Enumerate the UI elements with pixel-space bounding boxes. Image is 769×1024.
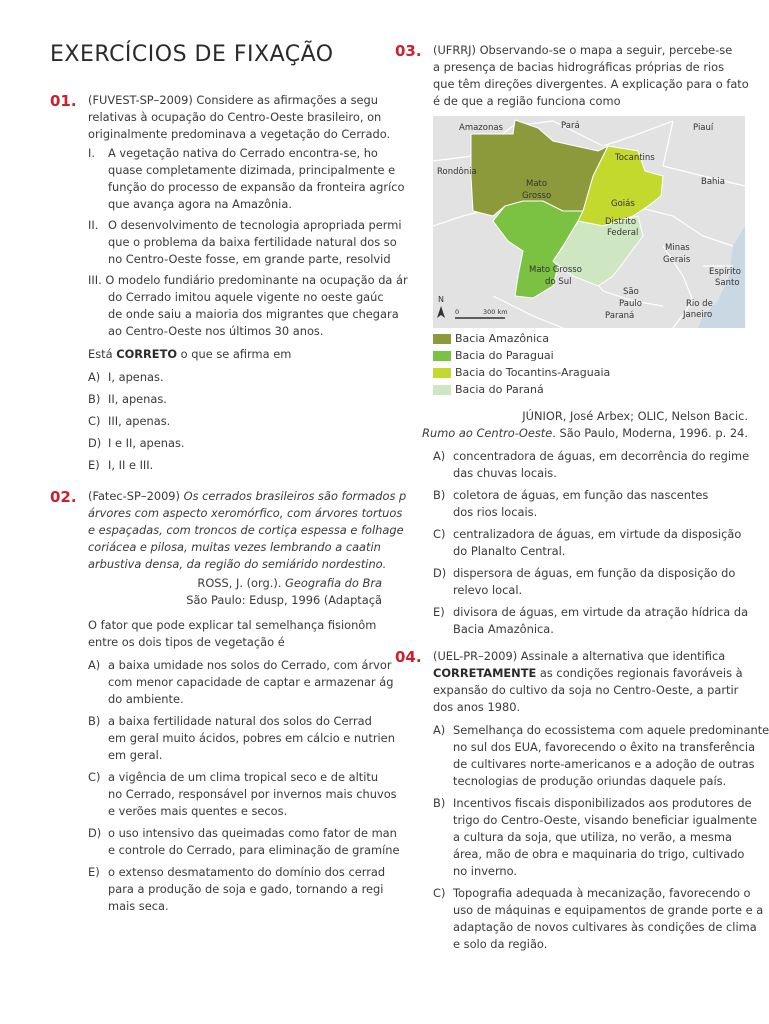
answer-option[interactable]: A) a baixa umidade nos solos do Cerrado, com árvor com menor capacidade de captar e armazenar ág do ambiente. [88, 658, 394, 706]
map-label: Minas [665, 243, 690, 253]
map-label: Federal [607, 228, 639, 238]
answer-option[interactable]: B) coletora de águas, em função das nascentes dos rios locais. [433, 488, 709, 519]
right-column [395, 42, 769, 1012]
answer-option[interactable]: E) I, II e III. [88, 458, 154, 472]
map-label: Grosso [522, 191, 552, 201]
answer-option[interactable]: B) a baixa fertilidade natural dos solos do Cerrad em geral muito ácidos, pobres em cálcio e nutrien em geral. [88, 714, 395, 762]
map-label: Rondônia [437, 167, 477, 177]
statement-item: III. O modelo fundiário predominante na ocupação da ár do Cerrado imitou aquele vigente no oeste gaúc de onde saiu a maioria dos migrantes que chegara ao Centro-Oeste nos últimos 30 anos. [88, 273, 408, 338]
stem-line: originalmente predominava a vegetação do Cerrado. [88, 127, 391, 141]
svg-text:0: 0 [455, 308, 460, 316]
hydrographic-basins-map [433, 116, 745, 328]
question-number: 01. [50, 92, 77, 110]
question-number: 02. [50, 488, 77, 506]
map-label: Rio de [686, 299, 713, 309]
answer-option[interactable]: D) I e II, apenas. [88, 436, 185, 450]
citation: ROSS, J. (org.). Geografia do Bra São Paulo: Edusp, 1996 (Adaptaçã [186, 576, 382, 607]
map-label: Paulo [619, 299, 642, 309]
map-label: Amazonas [459, 123, 503, 133]
map-label: Distrito [605, 217, 637, 227]
map-label: Janeiro [683, 310, 713, 320]
answer-option[interactable]: C) centralizadora de águas, em virtude da disposição do Planalto Central. [433, 527, 742, 558]
question-01 [50, 92, 408, 474]
statement-item: II. O desenvolvimento de tecnologia apropriada permi que o problema da baixa fertilidade natural dos so no Centro-Oeste fosse, em grande parte, resolvid [88, 218, 402, 266]
map-legend [433, 330, 750, 398]
answer-option[interactable]: A) Semelhança do ecossistema com aquele predominante no sul dos EUA, favorecendo o êxito na transferência de cultivares norte-americanos e a adoção de outras tecnologias de produção oriundas daquele país. [433, 723, 769, 788]
page-title: EXERCÍCIOS DE FIXAÇÃO [50, 42, 334, 67]
map-label: Goiás [611, 199, 635, 209]
stem-line: (FUVEST-SP–2009) Considere as afirmações a segu [88, 93, 378, 107]
answer-option[interactable]: D) o uso intensivo das queimadas como fator de man e controle do Cerrado, para eliminação de gramíne [88, 826, 400, 857]
map-label: Tocantins [615, 153, 655, 163]
statement-item: I. A vegetação nativa do Cerrado encontra-se, ho quase completamente dizimada, principalmente e função do processo de expansão da fronteira agríco que avança agora na Amazônia. [88, 146, 405, 211]
answer-option[interactable]: A) concentradora de águas, em decorrência do regime das chuvas locais. [433, 449, 750, 480]
map-label: Mato [526, 179, 548, 189]
map-label: São [623, 287, 639, 297]
legend-item: Bacia do Paraguai [433, 347, 750, 364]
stem-line: relativas à ocupação do Centro-Oeste brasileiro, on [88, 110, 382, 124]
citation: JÚNIOR, José Arbex; OLIC, Nelson Bacic. Rumo ao Centro-Oeste. São Paulo, Moderna, 1996. p. 24. [422, 409, 748, 440]
question-prompt: O fator que pode explicar tal semelhança fisionôm entre os dois tipos de vegetação é [88, 618, 377, 649]
legend-item: Bacia do Paraná [433, 381, 750, 398]
svg-text:N: N [438, 295, 444, 304]
answer-option[interactable]: B) Incentivos fiscais disponibilizados aos produtores de trigo do Centro-Oeste, visando beneficiar igualmente a cultura da soja, que utiliza, no verão, a mesma área, mão de obra e maquinaria do trigo, cultivado no inverno. [433, 796, 758, 878]
answer-option[interactable]: C) Topografia adequada à mecanização, favorecendo o uso de máquinas e equipamentos de grande porte e a adaptação de novos cultivares às condições de clima e solo da região. [433, 886, 764, 951]
answer-option[interactable]: B) II, apenas. [88, 392, 167, 406]
question-prompt: Está CORRETO o que se afirma em [88, 347, 292, 361]
question-02: 02. (Fatec-SP–2009) Os cerrados brasileiros são formados p árvores com aspecto xeromórfico, com árvores tortuos e espaçadas, com troncos de cortiça espessa e folhage coriácea e pilosa, muitas vezes lembrando a caatin arbustiva densa, da região do semiárido nordestino. ROSS, J. (org.). Geografia do Bra São Paulo: Edusp, 1996 (Adaptaçã O fator que pode explicar tal semelhança fisionôm entre os dois tipos de vegetação é A) a baixa umidade nos solos do Cerrado, com árvor com menor capacidade de captar e armazenar ág do ambiente. B) a baixa fertilidade natural dos solos do Cerrad em geral muito ácidos, pobres em cálcio e nutrien em geral. C) a vigência de um clima tropical seco e de altitu no Cerrado, responsável por invernos mais chuvos e verões mais quentes e secos. D) o uso intensivo das queimadas como fator de man e controle do Cerrado, para eliminação de gramíne E) o extenso desmatamento do domínio dos cerrad para a produção de soja e gado, tornando a regi mais seca. [50, 488, 407, 913]
legend-swatch [433, 368, 451, 378]
map-label: Gerais [663, 255, 691, 265]
legend-swatch [433, 334, 451, 344]
answer-option[interactable]: C) a vigência de um clima tropical seco e de altitu no Cerrado, responsável por invernos mais chuvos e verões mais quentes e secos. [88, 770, 397, 818]
answer-option[interactable]: D) dispersora de águas, em função da disposição do relevo local. [433, 566, 736, 597]
legend-item: Bacia Amazônica [433, 330, 750, 347]
left-column [50, 92, 408, 992]
question-04: 04. (UEL-PR–2009) Assinale a alternativa que identifica CORRETAMENTE as condições regionais favoráveis à expansão do cultivo da soja no Centro-Oeste, a partir dos anos 1980. A) Semelhança do ecossistema com aquele predominante no sul dos EUA, favorecendo o êxito na transferência de cultivares norte-americanos e a adoção de outras tecnologias de produção oriundas daquele país. B) Incentivos fiscais disponibilizados aos produtores de trigo do Centro-Oeste, visando beneficiar igualmente a cultura da soja, que utiliza, no verão, a mesma área, mão de obra e maquinaria do trigo, cultivado no inverno. C) Topografia adequada à mecanização, favorecendo o uso de máquinas e equipamentos de grande porte e a adaptação de novos cultivares às condições de clima e solo da região. [395, 648, 769, 951]
map-label: Paraná [605, 311, 635, 321]
answer-option[interactable]: E) o extenso desmatamento do domínio dos cerrad para a produção de soja e gado, tornando a regi mais seca. [88, 865, 386, 913]
legend-item: Bacia do Tocantins-Araguaia [433, 364, 750, 381]
answer-option[interactable]: C) III, apenas. [88, 414, 171, 428]
map-label: Espírito [709, 267, 741, 277]
map-label: Pará [561, 121, 580, 131]
map-label: Santo [715, 278, 740, 288]
question-03: 03. (UFRRJ) Observando-se o mapa a seguir, percebe-se a presença de bacias hidrográficas próprias de rios que têm direções divergentes. A explicação para o fato é de que a região funciona como Amazonas Pará Piauí Tocantins Rondônia Bahia Mato Grosso Goiás Distrito Federal Minas Gerais Mato Grosso do Sul Espírito Santo São Paulo Rio de Janeiro Paraná N 0 300 km Bacia Amazônica Bacia do Paraguai Bacia do Tocantins-Araguaia Bacia do Paraná JÚNIOR, José Arbex; OLIC, Nelson Bacic. Rumo ao Centro-Oeste. São Paulo, Moderna, 1996. p. 24. A) concentradora de águas, em decorrência do regime das chuvas locais. B) coletora de águas, em função das nascentes dos rios locais. C) centralizadora de águas, em virtude da disposição do Planalto Central. D) dispersora de águas, em função da disposição do relevo local. E) divisora de águas, em virtude da atração hídrica da Bacia Amazônica. [395, 42, 750, 636]
question-number: 03. [395, 42, 422, 60]
answer-option[interactable]: E) divisora de águas, em virtude da atração hídrica da Bacia Amazônica. [433, 605, 749, 636]
svg-text:300 km: 300 km [483, 308, 508, 316]
legend-swatch [433, 351, 451, 361]
question-number: 04. [395, 648, 422, 666]
map-label: do Sul [545, 277, 572, 287]
answer-option[interactable]: A) I, apenas. [88, 370, 164, 384]
legend-swatch [433, 385, 451, 395]
map-label: Piauí [693, 123, 714, 133]
map-label: Mato Grosso [529, 265, 582, 275]
map-label: Bahia [701, 177, 725, 187]
